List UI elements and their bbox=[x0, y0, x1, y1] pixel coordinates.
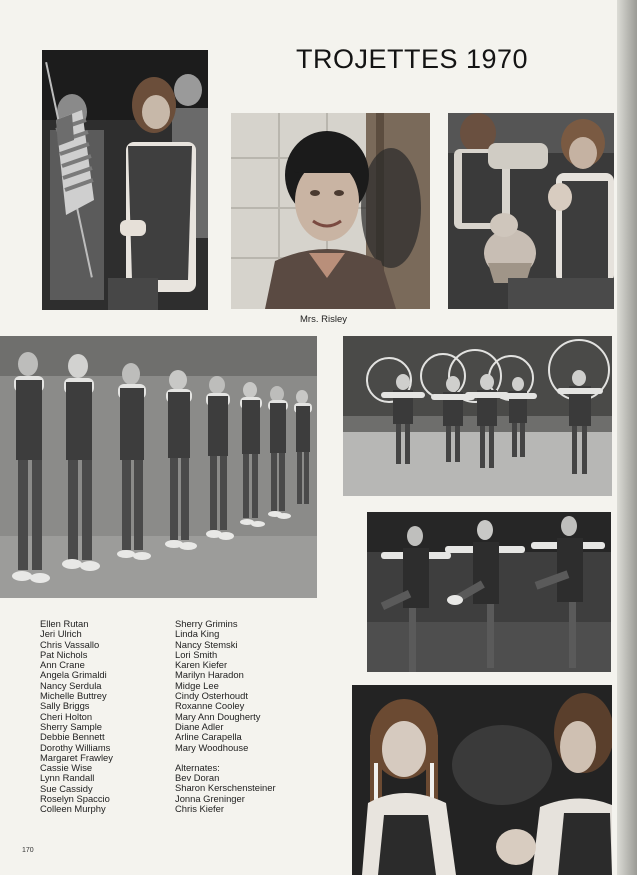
roster-name: Arline Carapella bbox=[175, 731, 242, 743]
page-number: 170 bbox=[22, 847, 34, 854]
roster-name: Debbie Bennett bbox=[40, 731, 105, 743]
roster-name: Linda King bbox=[175, 628, 220, 640]
roster-name: Ann Crane bbox=[40, 659, 85, 671]
alternate-name: Sharon Kerschensteiner bbox=[175, 782, 276, 794]
roster-name: Roselyn Spaccio bbox=[40, 793, 110, 805]
roster-name: Jeri Ulrich bbox=[40, 628, 82, 640]
roster-name: Cassie Wise bbox=[40, 762, 93, 774]
roster-name: Angela Grimaldi bbox=[40, 669, 107, 681]
roster-name: Colleen Murphy bbox=[40, 803, 106, 815]
marching-line-photo bbox=[0, 336, 317, 598]
roster-name: Dorothy Williams bbox=[40, 741, 111, 753]
roster-name: Lynn Randall bbox=[40, 772, 95, 784]
roster-name: Ellen Rutan bbox=[40, 618, 89, 629]
roster-name: Sherry Sample bbox=[40, 720, 103, 732]
roster-name: Midge Lee bbox=[175, 679, 219, 691]
roster-column-1 bbox=[40, 619, 113, 815]
roster-name: Lori Smith bbox=[175, 648, 218, 660]
roster-name: Roxanne Cooley bbox=[175, 700, 245, 712]
roster-name: Chris Vassallo bbox=[40, 638, 100, 650]
kick-line-photo bbox=[367, 512, 611, 672]
roster-name: Margaret Frawley bbox=[40, 751, 113, 763]
hoop-routine-photo bbox=[343, 336, 612, 496]
alternates-heading: Alternates: bbox=[175, 761, 220, 773]
page-gutter-shadow bbox=[617, 0, 637, 875]
advisor-caption: Mrs. Risley bbox=[300, 314, 347, 325]
advisor-portrait-photo bbox=[231, 113, 430, 309]
roster-name: Karen Kiefer bbox=[175, 659, 228, 671]
flag-bearer-photo bbox=[42, 50, 208, 310]
alternate-name: Bev Doran bbox=[175, 772, 220, 784]
page-title: TROJETTES 1970 bbox=[296, 44, 529, 74]
roster-name: Sue Cassidy bbox=[40, 782, 93, 794]
roster-name: Sally Briggs bbox=[40, 700, 90, 712]
roster-name: Mary Woodhouse bbox=[175, 741, 249, 753]
roster-name: Cindy Osterhoudt bbox=[175, 690, 248, 702]
roster-name: Diane Adler bbox=[175, 720, 224, 732]
roster-column-2 bbox=[175, 619, 276, 814]
roster-name: Michelle Buttrey bbox=[40, 690, 107, 702]
alternate-name: Jonna Greninger bbox=[175, 792, 245, 804]
roster-name: Sherry Grimins bbox=[175, 618, 238, 629]
roster-name: Mary Ann Dougherty bbox=[175, 710, 261, 722]
closeup-photo bbox=[352, 685, 612, 875]
alternate-name: Chris Kiefer bbox=[175, 803, 224, 815]
roster-name: Marilyn Haradon bbox=[175, 669, 244, 681]
seated-group-photo bbox=[448, 113, 614, 309]
roster-name: Nancy Stemski bbox=[175, 638, 238, 650]
roster-name: Pat Nichols bbox=[40, 648, 88, 660]
roster-name: Cheri Holton bbox=[40, 710, 93, 722]
roster-name: Nancy Serdula bbox=[40, 679, 102, 691]
